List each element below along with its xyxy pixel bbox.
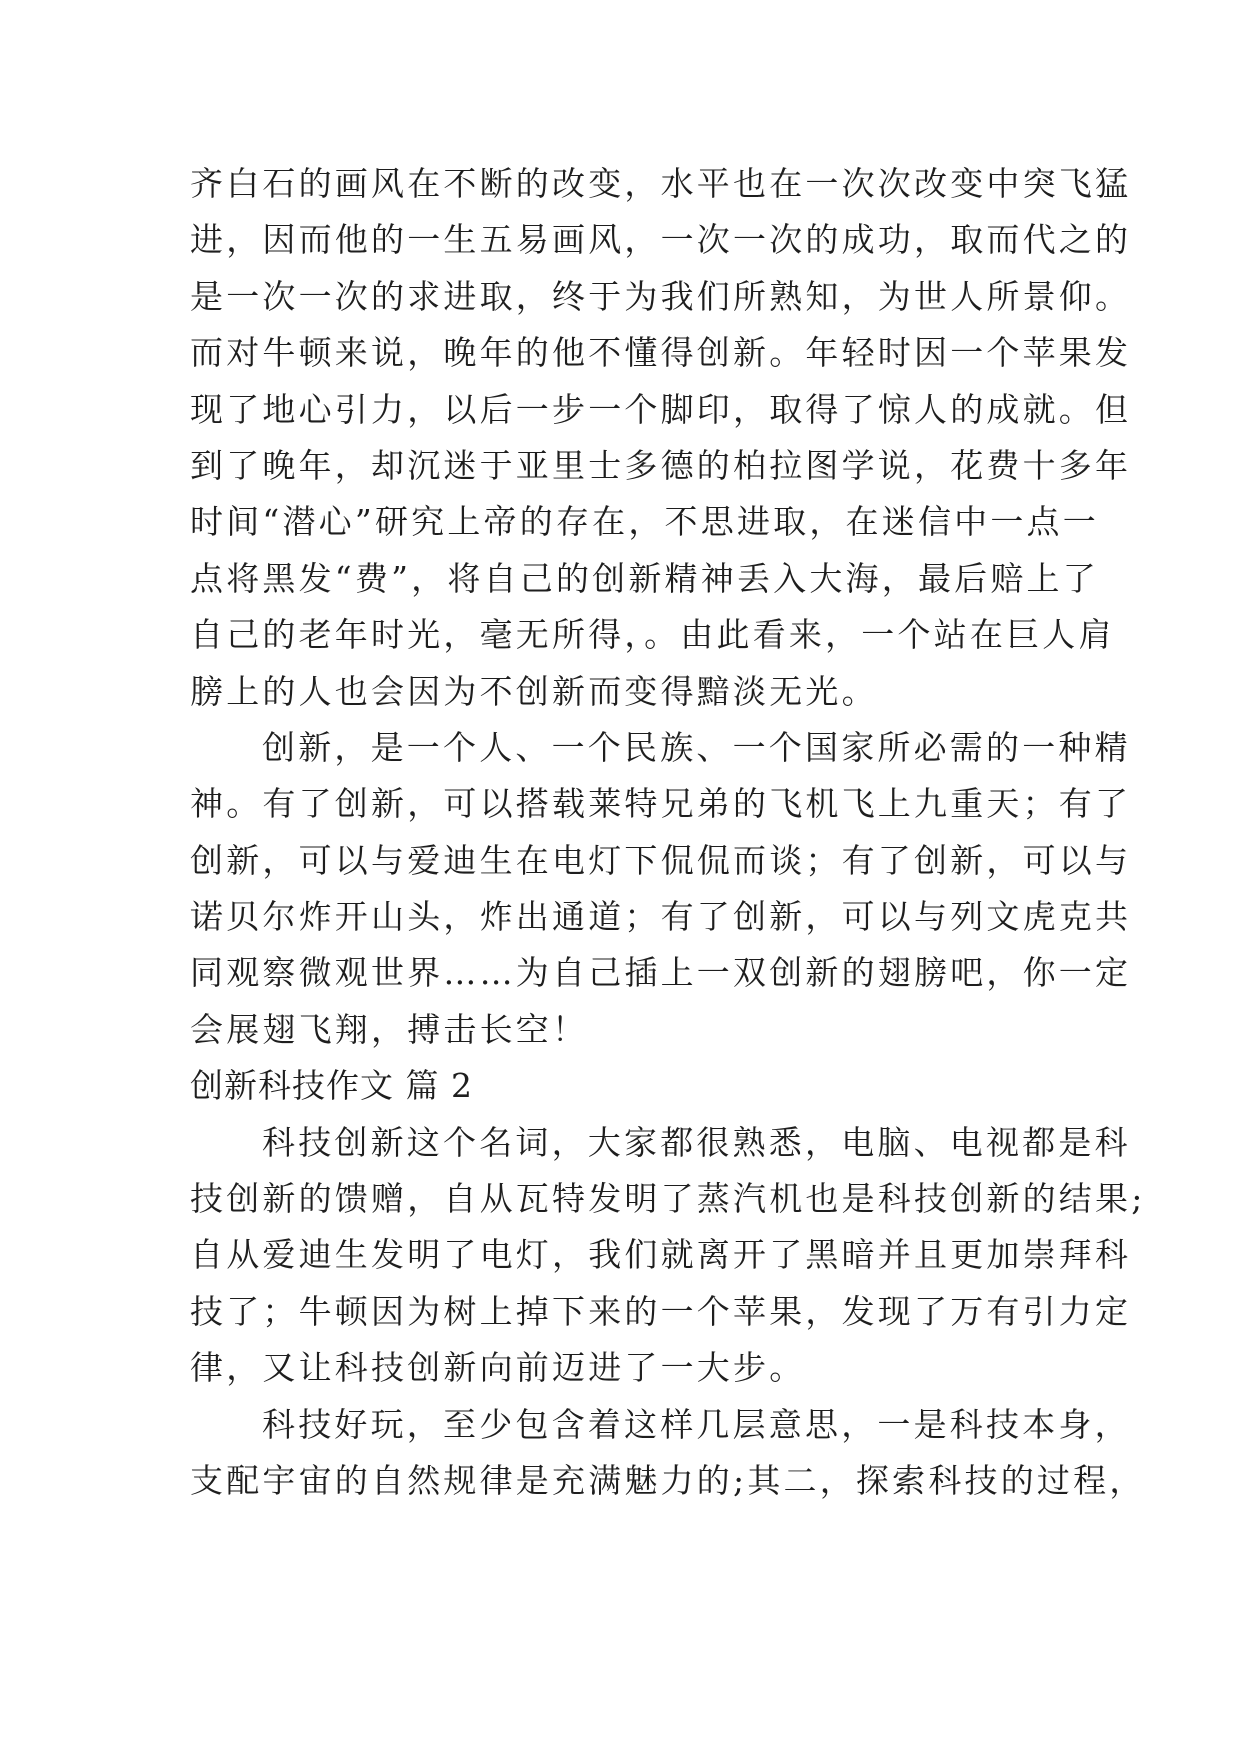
text-line: 技创新的馈赠，自从瓦特发明了蒸汽机也是科技创新的结果; [190, 1179, 1146, 1219]
text-line: 进，因而他的一生五易画风，一次一次的成功，取而代之的 [190, 220, 1132, 260]
text-line: 支配宇宙的自然规律是充满魅力的;其二，探索科技的过程， [190, 1460, 1146, 1500]
text-line: 而对牛顿来说，晚年的他不懂得创新。年轻时因一个苹果发 [190, 333, 1132, 373]
text-line: 时间“潜心”研究上帝的存在，不思进取，在迷信中一点一 [190, 502, 1099, 542]
text-line: 自己的老年时光，毫无所得，。由此看来，一个站在巨人肩 [190, 615, 1115, 655]
text-line: 点将黑发“费”，将自己的创新精神丢入大海，最后赔上了 [190, 558, 1099, 598]
text-line: 技了；牛顿因为树上掉下来的一个苹果，发现了万有引力定 [190, 1291, 1132, 1331]
text-line: 膀上的人也会因为不创新而变得黯淡无光。 [190, 671, 878, 711]
text-line: 科技创新这个名词，大家都很熟悉，电脑、电视都是科 [262, 1122, 1131, 1162]
text-line: 科技好玩，至少包含着这样几层意思，一是科技本身， [262, 1404, 1131, 1444]
text-line: 会展翅飞翔，搏击长空！ [190, 1009, 589, 1049]
text-line: 律，又让科技创新向前迈进了一大步。 [190, 1348, 806, 1388]
paragraph [190, 720, 1132, 1058]
text-line: 到了晚年，却沉迷于亚里士多德的柏拉图学说，花费十多年 [190, 445, 1132, 485]
paragraph [190, 156, 1132, 720]
text-line: 创新，可以与爱迪生在电灯下侃侃而谈；有了创新，可以与 [190, 840, 1132, 880]
document-body [190, 156, 1146, 1509]
paragraph [190, 1115, 1146, 1397]
paragraph [190, 1397, 1146, 1510]
text-line: 齐白石的画风在不断的改变，水平也在一次次改变中突飞猛 [190, 164, 1132, 203]
text-line: 同观察微观世界……为自己插上一双创新的翅膀吧，你一定 [190, 953, 1132, 993]
text-line: 神。有了创新，可以搭载莱特兄弟的飞机飞上九重天；有了 [190, 784, 1132, 824]
text-line: 自从爱迪生发明了电灯，我们就离开了黑暗并且更加崇拜科 [190, 1235, 1132, 1275]
text-line: 创新，是一个人、一个民族、一个国家所必需的一种精 [262, 727, 1131, 767]
text-line: 是一次一次的求进取，终于为我们所熟知，为世人所景仰。 [190, 276, 1132, 316]
section-heading [190, 1058, 1080, 1114]
heading-text: 创新科技作文 篇 2 [190, 1066, 473, 1106]
text-line: 现了地心引力，以后一步一个脚印，取得了惊人的成就。但 [190, 389, 1132, 429]
text-line: 诺贝尔炸开山头，炸出通道；有了创新，可以与列文虎克共 [190, 897, 1132, 937]
